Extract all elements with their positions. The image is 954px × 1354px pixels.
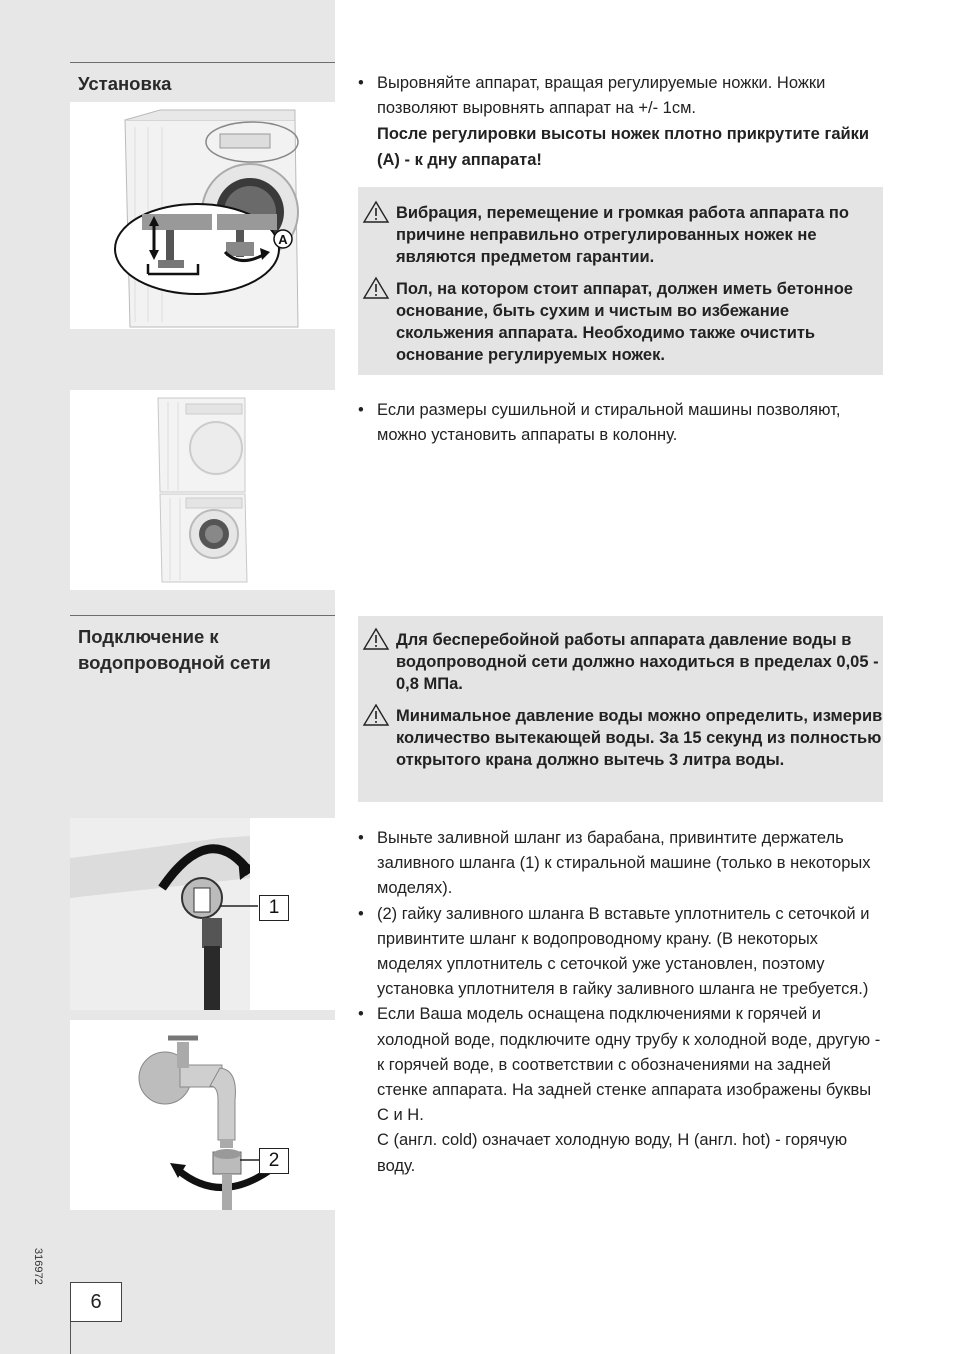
warning-triangle-icon <box>362 276 390 300</box>
list-item <box>358 398 883 448</box>
installation-bullet-text: • Выровняйте аппарат, вращая регулируемые ножки. Ножки позволяют выровнять аппарат на +/- 1см. <box>377 74 826 118</box>
installation-bullet-bold: После регулировки высоты ножек плотно прикрутите гайки (А) - к дну аппарата! <box>377 125 870 170</box>
warning-item <box>358 202 883 268</box>
list-item <box>358 71 883 173</box>
water-bullet-text: • Выньте заливной шланг из барабана, привинтите держатель заливного шланга (1) к стиральной машине (только в некоторых моделях). <box>377 829 871 898</box>
section-title-water-line1: Подключение к <box>78 626 219 647</box>
list-item <box>358 826 883 902</box>
callout-1: 1 <box>259 895 289 921</box>
warning-box-installation <box>358 187 883 375</box>
page-number: 6 <box>70 1282 122 1322</box>
list-item <box>358 902 883 1003</box>
warning-item <box>358 629 883 695</box>
document-number <box>32 1235 74 1285</box>
warning-triangle-icon <box>362 200 390 224</box>
figure-stacked-column <box>70 390 335 590</box>
column-text <box>358 398 883 448</box>
section-title-water-line2: водопроводной сети <box>78 652 271 673</box>
column-bullet-text: • Если размеры сушильной и стиральной машины позволяют, можно установить аппараты в колонну. <box>377 401 841 445</box>
section-title-installation: Установка <box>78 73 172 94</box>
warning-item <box>358 705 883 771</box>
warning-item <box>358 278 883 366</box>
figure-water-tap <box>70 1020 335 1210</box>
warning-text: Вибрация, перемещение и громкая работа аппарата по причине неправильно отрегулированных ножек не являются предметом гарантии. <box>396 204 849 266</box>
warning-box-water <box>358 616 883 802</box>
document-number-text: 316972 <box>32 1248 44 1285</box>
section-heading-installation <box>70 62 335 103</box>
warning-text: Минимальное давление воды можно определить, измерив количество вытекающей воды. За 15 секунд из полностью открытого крана должно вытечь 3 литра воды. <box>396 707 883 769</box>
section-heading-water <box>70 615 335 686</box>
water-bullet-text: • (2) гайку заливного шланга B вставьте уплотнитель с сеточкой и привинтите шланг к водопроводному крану. (В некоторых моделях уплотнитель с сеточкой уже установлен, поэтому установка уплотнителя в гайку заливного шланга не требуется.) <box>377 904 870 999</box>
warning-triangle-icon <box>362 703 390 727</box>
warning-text: Пол, на котором стоит аппарат, должен иметь бетонное основание, быть сухим и чистым во избежание скольжения аппарата. Необходимо также очистить основание регулируемых ножек. <box>396 280 853 364</box>
installation-text <box>358 71 883 173</box>
warning-text: Для бесперебойной работы аппарата давление воды в водопроводной сети должно находиться в пределах 0,05 - 0,8 МПа. <box>396 631 879 693</box>
list-item <box>358 1002 883 1178</box>
figure-leveling-feet <box>70 102 335 329</box>
warning-triangle-icon <box>362 627 390 651</box>
water-bullet-continuation: C (англ. cold) означает холодную воду, H (англ. hot) - горячую воду. <box>377 1131 848 1175</box>
water-bullet-text: • Если Ваша модель оснащена подключениями к горячей и холодной воде, подключите одну трубу к холодной воде, другую - к горячей воде, в соответствии с обозначениями на задней стенке аппарата. На задней стенке аппарата изображены буквы C и H. <box>377 1005 881 1125</box>
figure-label-a: A <box>278 232 288 247</box>
water-text <box>358 826 883 1179</box>
figure-hose-holder <box>70 818 335 1010</box>
callout-2: 2 <box>259 1148 289 1174</box>
